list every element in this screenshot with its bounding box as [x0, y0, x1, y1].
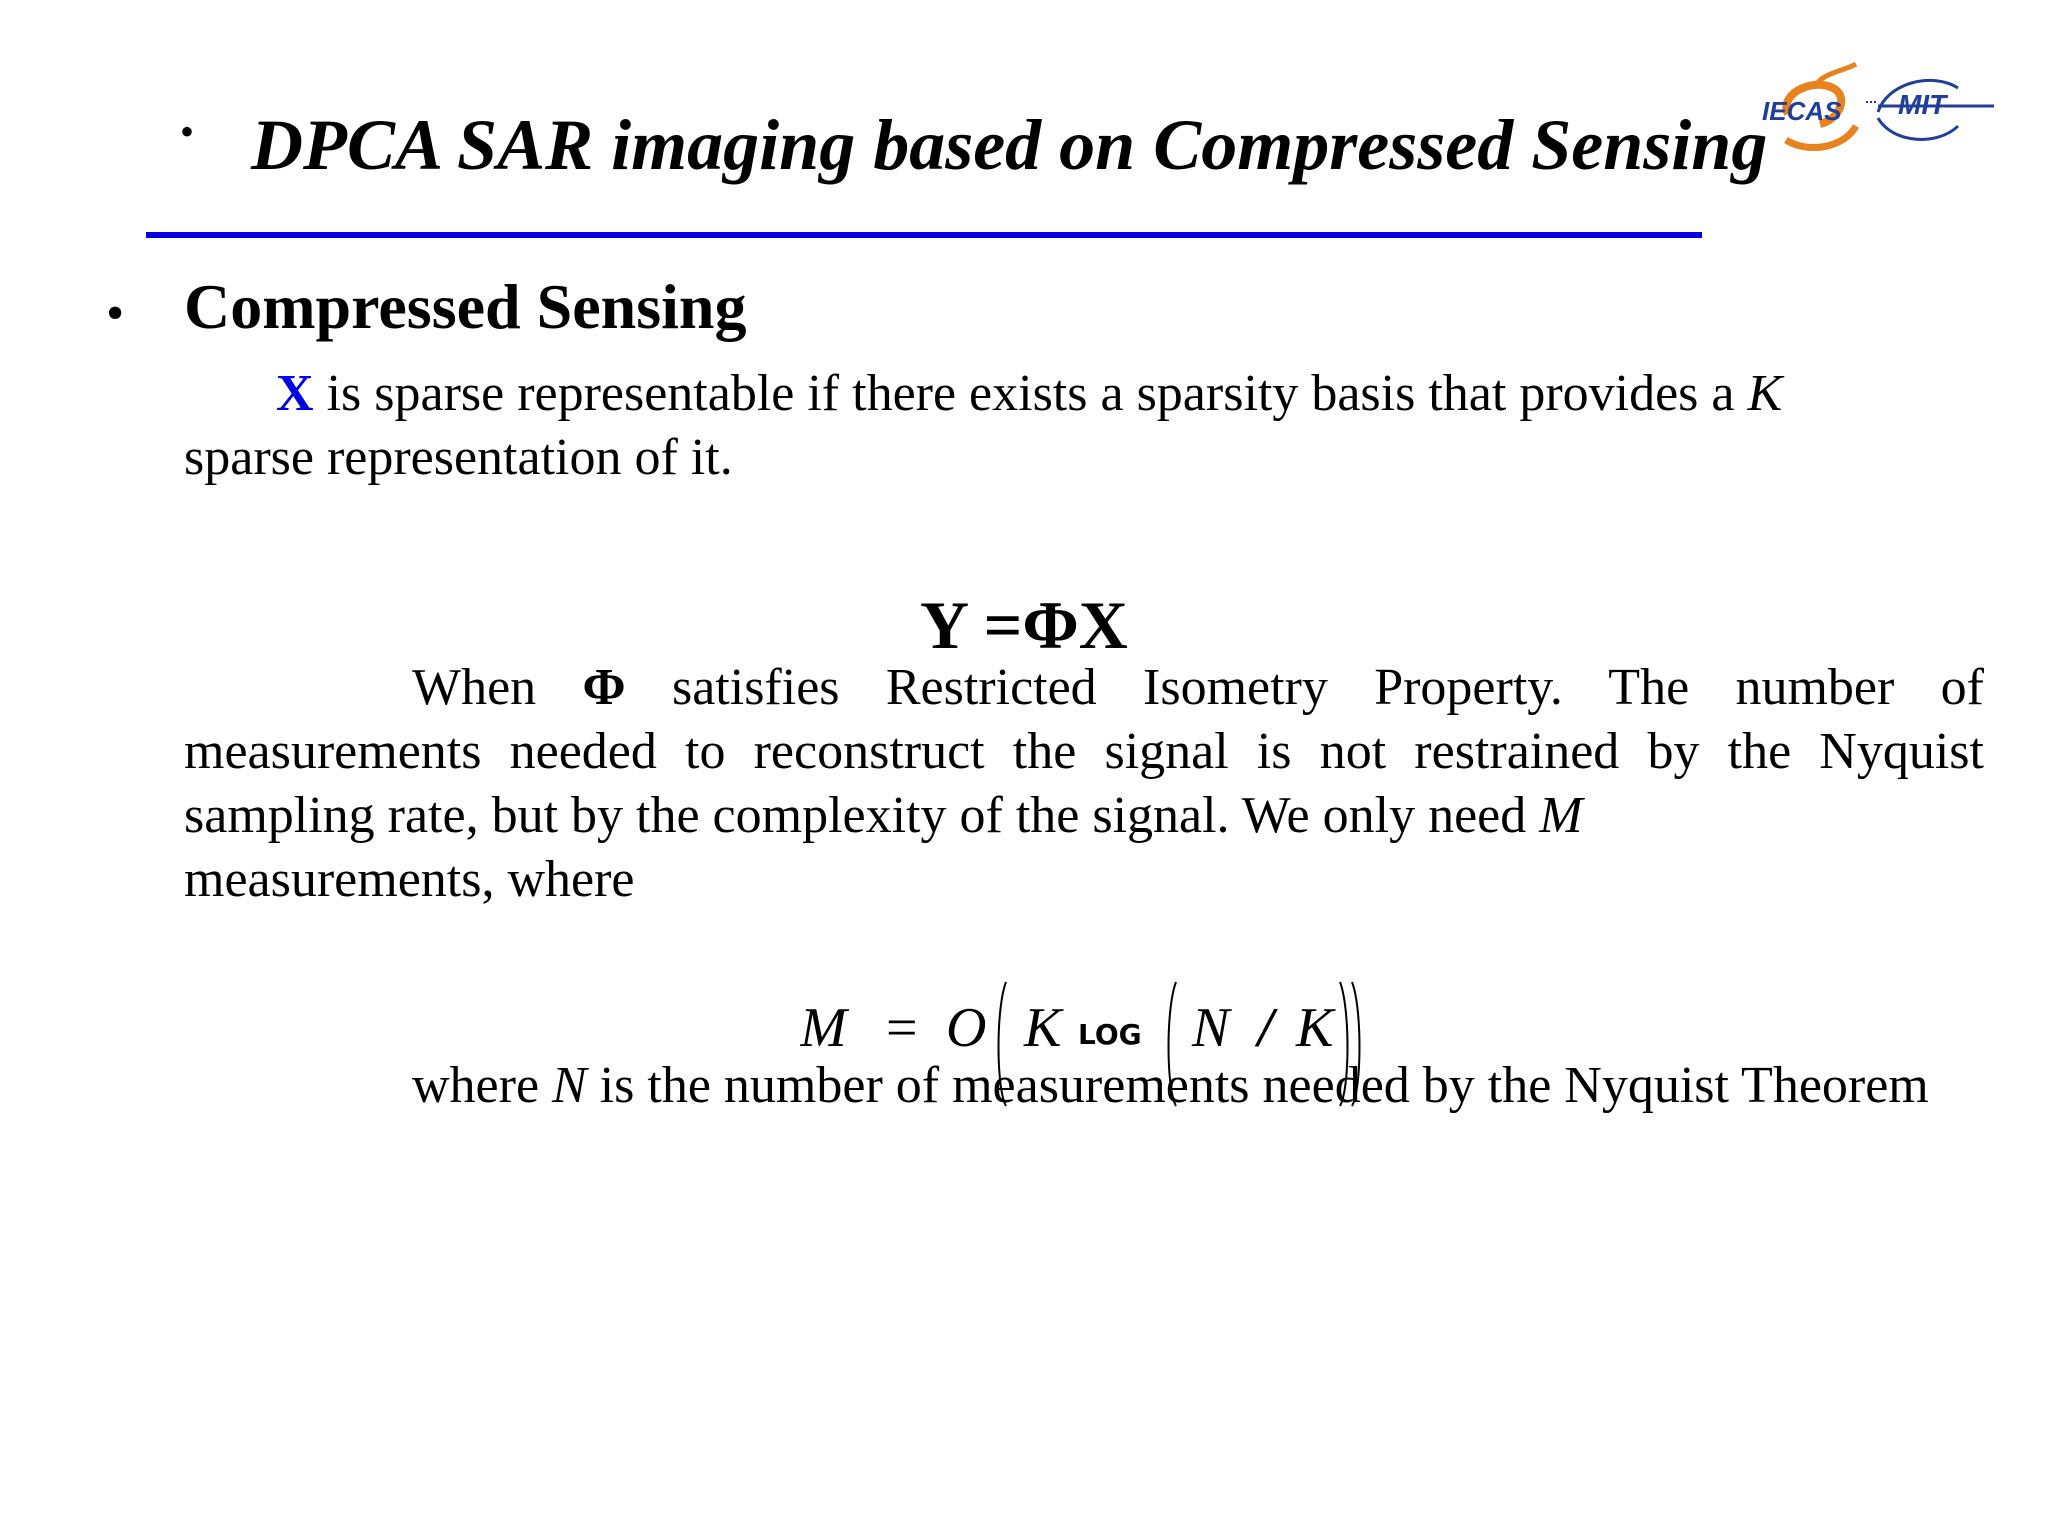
iecas-logo-icon — [1762, 64, 1856, 148]
eq2-slash: / — [1258, 997, 1274, 1059]
institution-logos — [1758, 62, 1998, 158]
n-variable: N — [552, 1057, 587, 1114]
mit-logo-text: MIT — [1898, 89, 1947, 120]
title-divider — [146, 232, 1702, 238]
sparsity-paragraph — [184, 362, 1984, 490]
sparsity-line-1 — [184, 362, 1984, 426]
eq2-o: O — [946, 997, 987, 1059]
k-variable: K — [1747, 365, 1783, 422]
rip-text: satisfies Restricted Isometry Property. The number of measurements needed to reconstruct the signal is not restrained by the Nyquist sampling rate, but by the complexity of the signal. We only need — [184, 659, 1984, 844]
iecas-logo-text: IECAS — [1762, 96, 1842, 126]
eq2-m: M — [800, 997, 847, 1059]
phi-symbol: Φ — [582, 659, 626, 716]
eq2-log: LOG — [1078, 1018, 1142, 1051]
m-variable: M — [1539, 787, 1583, 844]
eq2-n: N — [1192, 997, 1230, 1059]
section-heading: Compressed Sensing — [184, 271, 747, 342]
title-bullet: • — [180, 109, 195, 154]
where-text: where — [412, 1057, 553, 1114]
eq2-equals: = — [886, 997, 918, 1059]
sparsity-text: is sparse representable if there exists a sparsity basis that provides a — [313, 365, 1748, 422]
eq2-k1: K — [1024, 997, 1062, 1059]
page-title: DPCA SAR imaging based on Compressed Sensing — [251, 105, 1768, 185]
sparsity-line-2: sparse representation of it. — [184, 429, 733, 486]
eq2-k2: K — [1296, 997, 1334, 1059]
nyquist-text: is the number of measurements needed by the Nyquist Theorem — [586, 1057, 1929, 1114]
x-variable: X — [276, 365, 314, 422]
nyquist-paragraph — [184, 1054, 1984, 1118]
section-bullet: • — [106, 285, 125, 342]
rip-paragraph — [184, 656, 1984, 912]
rip-last-line: measurements, where — [184, 851, 635, 908]
when-text: When — [412, 659, 583, 716]
mit-logo-icon — [1866, 80, 1994, 139]
measurement-equation: Y =ΦX — [920, 587, 1128, 663]
